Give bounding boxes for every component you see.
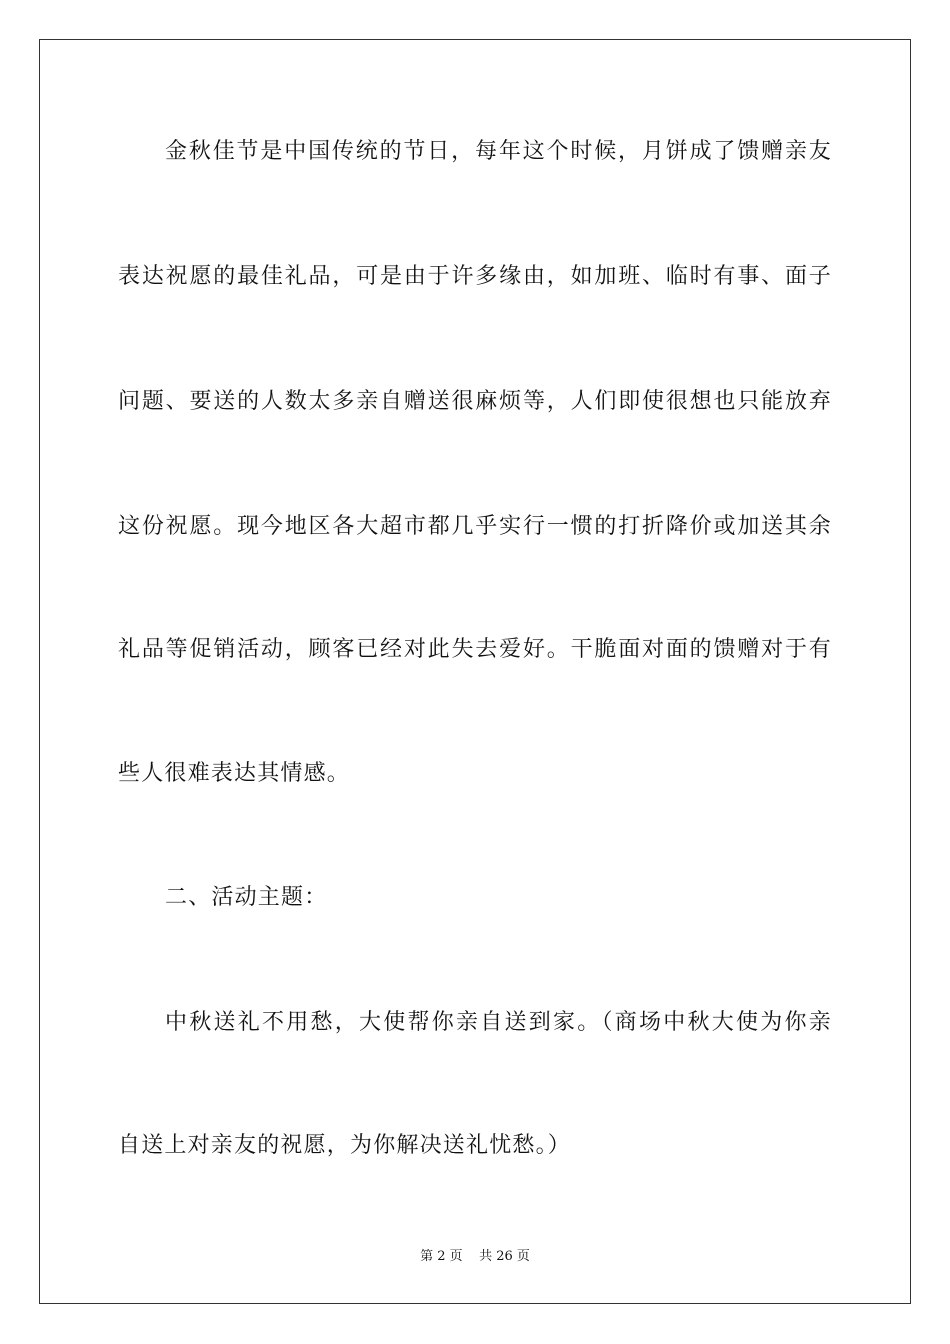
page-border xyxy=(39,39,911,1304)
paragraph-2-line-1: 中秋送礼不用愁，大使帮你亲自送到家。（商场中秋大使为你亲 xyxy=(165,1010,832,1035)
paragraph-2-line-2: 自送上对亲友的祝愿，为你解决送礼忧愁。） xyxy=(118,1133,572,1158)
paragraph-1-line-2: 表达祝愿的最佳礼品，可是由于许多缘由，如加班、临时有事、面子 xyxy=(118,264,832,289)
paragraph-1-line-5: 礼品等促销活动，顾客已经对此失去爱好。干脆面对面的馈赠对于有 xyxy=(118,637,832,662)
paragraph-1-line-1: 金秋佳节是中国传统的节日，每年这个时候，月饼成了馈赠亲友 xyxy=(165,139,832,164)
paragraph-1-line-6: 些人很难表达其情感。 xyxy=(118,761,351,786)
page-number-footer: 第 2 页 共 26 页 xyxy=(420,1249,530,1264)
section-heading: 二、活动主题： xyxy=(165,885,328,910)
paragraph-1-line-4: 这份祝愿。现今地区各大超市都几乎实行一惯的打折降价或加送其余 xyxy=(118,514,832,539)
paragraph-1-line-3: 问题、要送的人数太多亲自赠送很麻烦等，人们即使很想也只能放弃 xyxy=(118,389,832,414)
